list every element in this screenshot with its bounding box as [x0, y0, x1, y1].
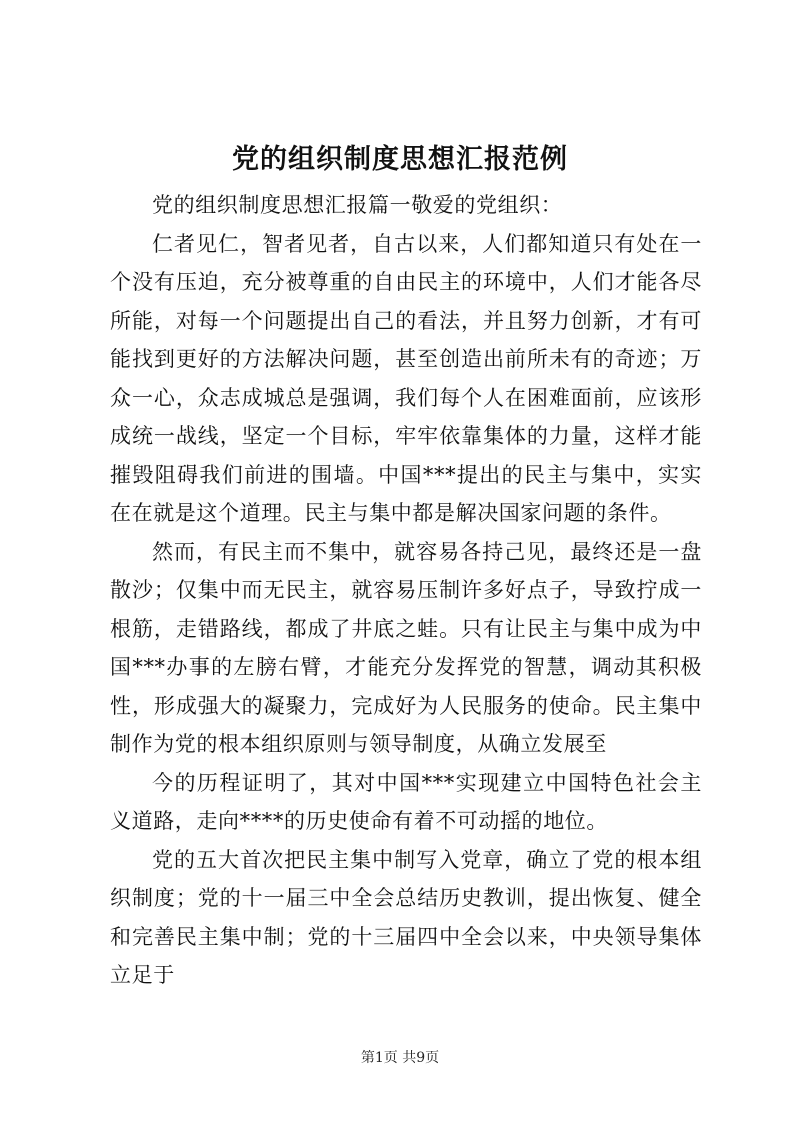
document-title: 党的组织制度思想汇报范例 [232, 144, 568, 175]
page-number-footer: 第1页 共9页 [360, 1050, 440, 1066]
paragraph-4: 党的五大首次把民主集中制写入党章，确立了党的根本组织制度；党的十一届三中全会总结历史教训，提出恢复、健全和完善民主集中制；党的十三届四中全会以来，中央领导集体立足于 [110, 847, 702, 987]
document-body [110, 186, 702, 995]
paragraph-3: 今的历程证明了，其对中国***实现建立中国特色社会主义道路，走向****的历史使命有着不可动摇的地位。 [110, 770, 702, 833]
paragraph-intro: 党的组织制度思想汇报篇一敬爱的党组织： [152, 193, 563, 217]
paragraph-2: 然而，有民主而不集中，就容易各持己见，最终还是一盘散沙；仅集中而无民主，就容易压制许多好点子，导致拧成一根筋，走错路线，都成了井底之蛙。只有让民主与集中成为中国***办事的左膀右臂，才能充分发挥党的智慧，调动其积极性，形成强大的凝聚力，完成好为人民服务的使命。民主集中制作为党的根本组织原则与领导制度，从确立发展至 [110, 539, 702, 756]
paragraph-1: 仁者见仁，智者见者，自古以来，人们都知道只有处在一个没有压迫，充分被尊重的自由民主的环境中，人们才能各尽所能，对每一个问题提出自己的看法，并且努力创新，才有可能找到更好的方法解决问题，甚至创造出前所未有的奇迹；万众一心，众志成城总是强调，我们每个人在困难面前，应该形成统一战线，坚定一个目标，牢牢依靠集体的力量，这样才能摧毁阻碍我们前进的围墙。中国***提出的民主与集中，实实在在就是这个道理。民主与集中都是解决国家问题的条件。 [110, 231, 702, 525]
